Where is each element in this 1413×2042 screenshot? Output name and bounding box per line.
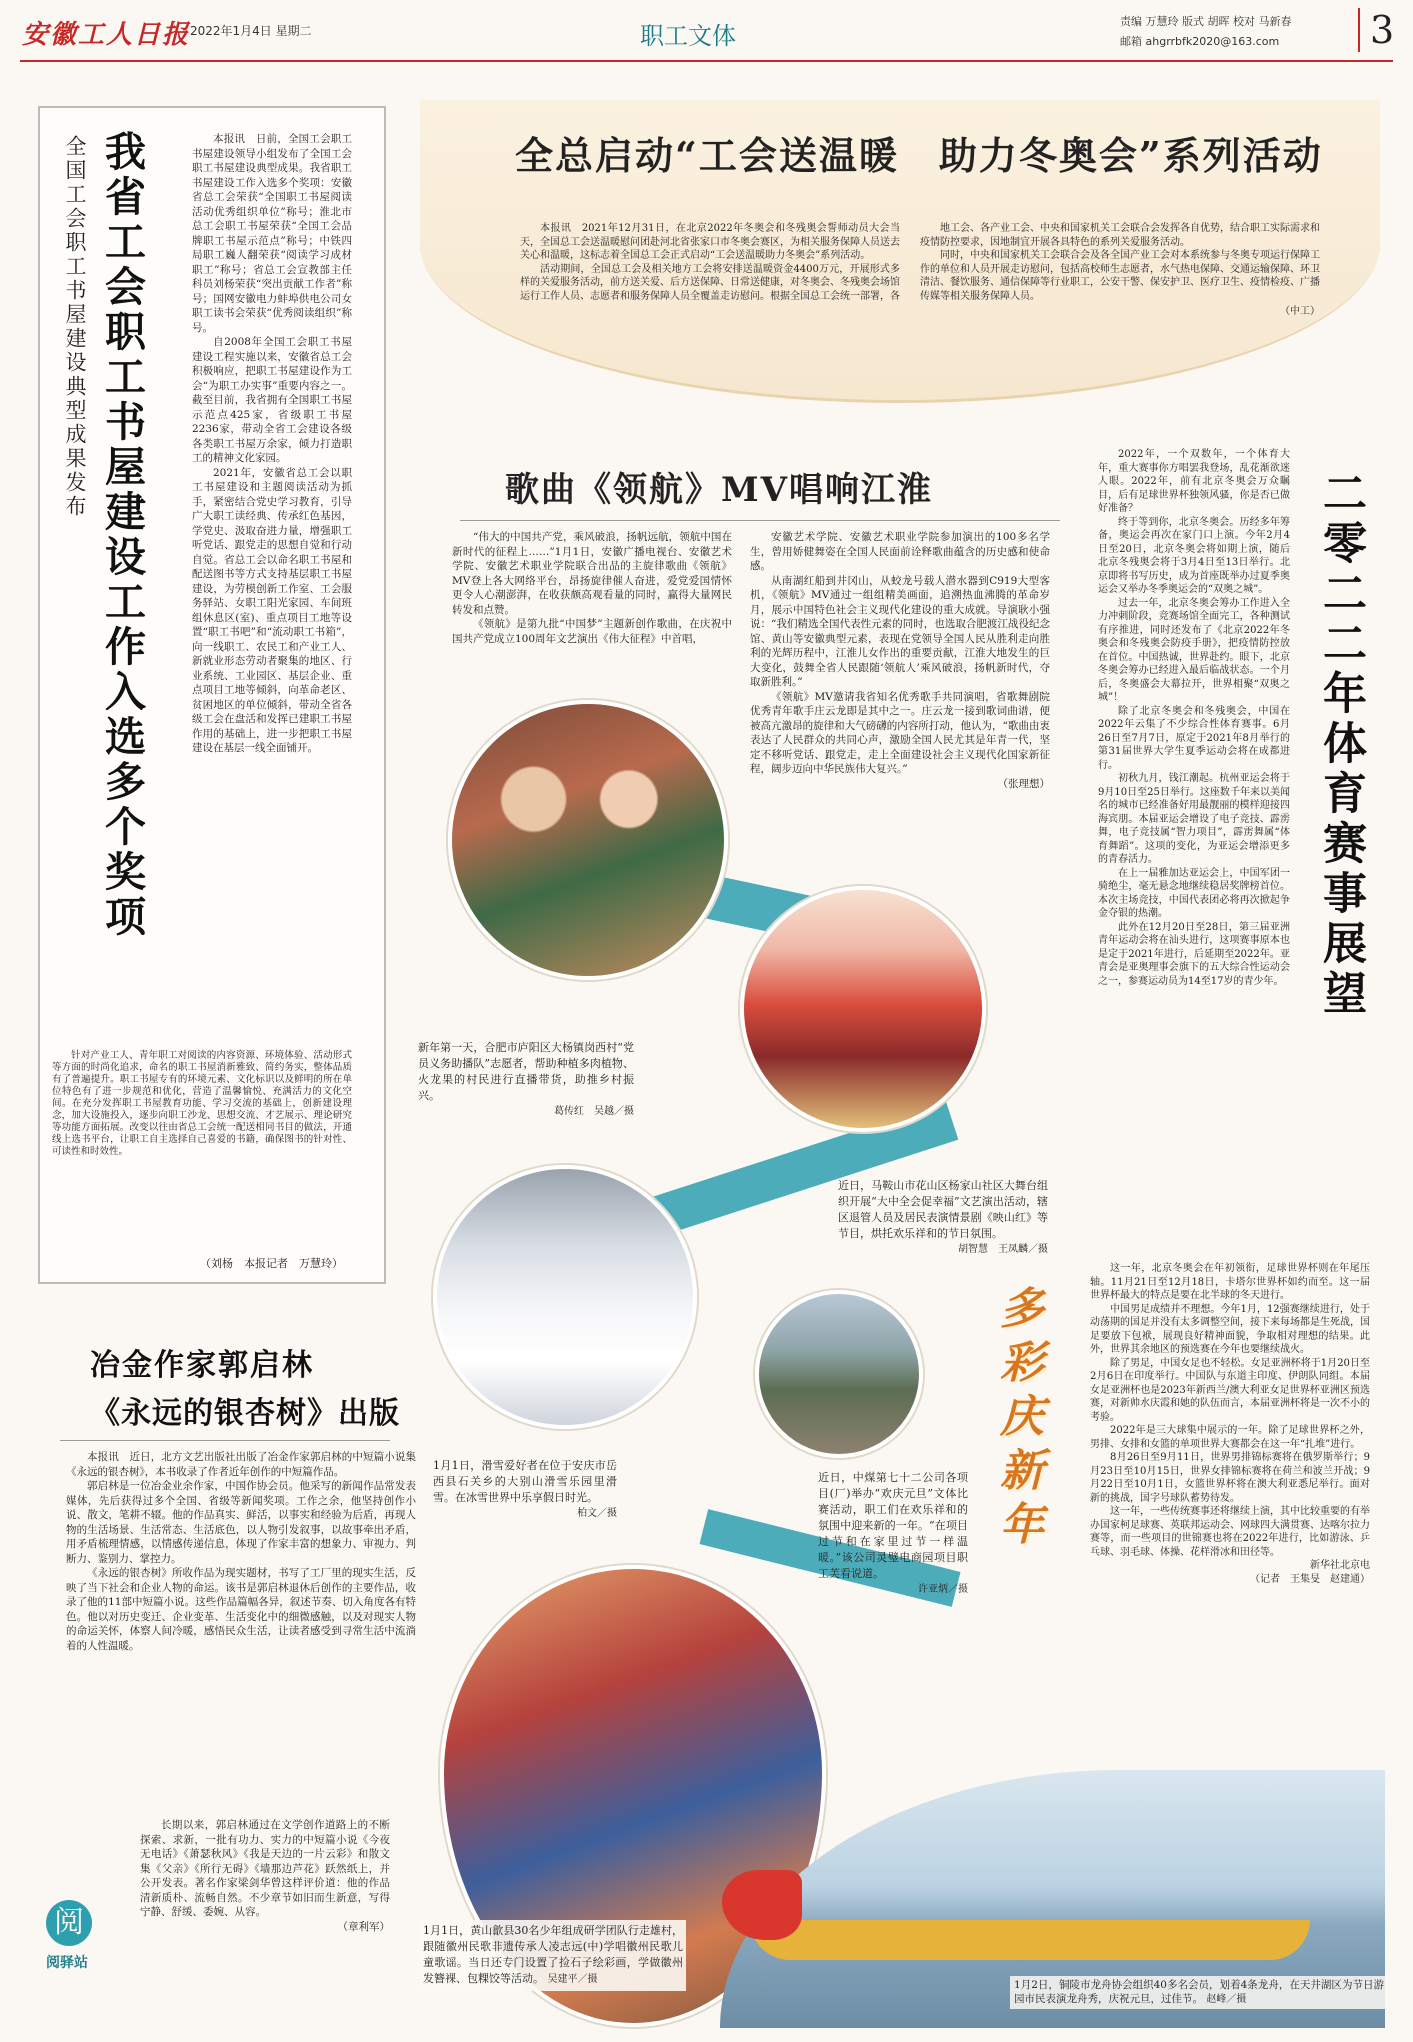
paragraph: 8月26日至9月11日，世界男排锦标赛将在俄罗斯举行；9月23日至10月15日，世界女排锦标赛将在荷兰和波兰开战；9月22日至10月1日，女篮世界杯将在澳大利亚悉尼举行。面对新的挑战，国字号球队蓄势待发。 [1090,1452,1370,1504]
email-line: 邮箱 ahgrrbfk2020@163.com [1120,35,1280,48]
dragon-boat-shape [750,1920,1310,1960]
credit: 吴建平／摄 [547,1974,598,1985]
caption-tug-of-war: 近日，中煤第七十二公司各项目(厂)举办“欢庆元旦”文体比赛活动，职工们在欢乐祥和的氛围中迎来新的一年。“在项目过节和在家里过节一样温暖。”该公司灵璧电商园项目职工芙看说道。 许亚炳／摄 [818,1470,968,1598]
paragraph: 在上一届雅加达亚运会上，中国军团一骑绝尘，毫无悬念地继续稳居奖牌榜首位。本次主场竞技，中国代表团必将再次掀起争金夺银的热潮。 [1098,867,1290,919]
article-book-body-cont [140,1818,390,1934]
credit: 葛传红 吴越／摄 [554,1106,634,1117]
masthead [0,0,1413,62]
byline: （中工） [1280,306,1320,317]
caption-stage-show: 近日，马鞍山市花山区杨家山社区大舞台组织开展“大中全会促幸福”文艺演出活动，辖区退管人员及居民表演情景剧《映山红》等节目，烘托欢乐祥和的节日氛围。 胡智慧 王凤麟／摄 [838,1178,1048,1258]
article-song-col2 [750,530,1050,791]
masthead-rule [20,60,1393,62]
article-song-headline: 歌曲《领航》MV唱响江淮 [505,470,934,510]
article-bookroom-subhead: 全国工会职工书屋建设典型成果发布 [63,135,87,519]
paragraph: 除了男足，中国女足也不轻松。女足亚洲杯将于1月20日至2月6日在印度举行。中国队与东道主印度、伊朗队同组。本届女足亚洲杯也是2023年新西兰/澳大利亚女足世界杯亚洲区预选赛，对新帅水庆霞和她的队伍而言，本届亚洲杯将是一次不小的考验。 [1090,1357,1370,1423]
paragraph: 地工会、各产业工会、中央和国家机关工会联合会发挥各自优势，结合职工实际需求和疫情防控要求，因地制宜开展各具特色的系列关爱服务活动。 [920,223,1320,248]
paragraph: 本报讯 2021年12月31日，在北京2022年冬奥会和冬残奥会誓师动员大会当天，全国总工会送温暖慰问团赴河北省张家口市冬奥会赛区，为相关服务保障人员送去关心和温暖，这标志着全国总工会正式启动“工会送温暖助力冬奥会”系列活动。 [520,223,900,261]
paragraph: 2021年，安徽省总工会以职工书屋建设和主题阅读活动为抓手，紧密结合党史学习教育，引导广大职工读经典、传承红色基因，学党史、汲取奋进力量，增强职工听党话、跟党走的思想自觉和行动自觉。省总工会以命名职工书屋和配送图书等方式支持基层职工书屋建设，为劳模创新工作室、工会服务驿站、女职工阳光家园、车间班组休息区(室)、重点项目工地等设置“职工书吧”和“流动职工书箱”，向一线职工、农民工和产业工人、新就业形态劳动者聚集的地区、行业系统、工业园区、基层企业、重点项目工地等倾斜，向革命老区、贫困地区的单位倾斜，带动全省各级工会在盘活和发挥已建职工书屋作用的基础上，进一步把职工书屋建设在基层一线全面铺开。 [192,466,352,754]
article-bookroom-body [192,132,352,756]
paragraph: 针对产业工人、青年职工对阅读的内容资源、环境体验、活动形式等方面的时尚化追求，命名的职工书屋消新雅致、简约务实，整体品质有了普遍提升。职工书屋专有的环境元素、文化标识以及鲜明的所在单位特色有了进一步规范和优化，营造了温馨愉悦、充满活力的文化空间。在充分发挥职工书屋教育功能、学习交流的基础上，创新建设理念，加大设施投入，逐步向职工沙龙、思想交流、才艺展示、理论研究等功能方面拓展。改变以往由省总工会统一配送相同书目的做法，开通线上选书平台，让职工自主选择自己喜爱的书籍，确保图书的针对性、可读性和时效性。 [52,1050,352,1157]
paragraph: 本报讯 日前，全国工会职工书屋建设领导小组发布了全国工会职工书屋建设典型成果。我省职工书屋建设工作入选多个奖项：安徽省总工会荣获“全国职工书屋阅读活动优秀组织单位”称号；淮北市总工会职工书屋荣获“全国工会品牌职工书屋示范点”称号；中铁四局职工巍人翻荣获“阅读学习成材职工”称号；省总工会宣教部主任科员刘杨荣获“突出贡献工作者”称号；国网安徽电力蚌埠供电公司女职工读书会荣获“优秀阅读组织”称号。 [192,133,352,334]
paragraph: 郭启林是一位冶金业余作家，中国作协会员。他采写的新闻作品常发表媒体，先后获得过多个全国、省级等新闻奖项。工作之余，他坚持创作小说、散文，笔耕不辍。他的作品真实、鲜活，以事实和经验为后盾，再现人物的生活场景、生活常态、生活底色，以人物引发叙事，以故事牵出矛盾，用矛盾梳理情感，以情感传递信息，体现了作家丰富的想象力、审视力、判断力、鉴别力、掌控力。 [66,1480,416,1565]
caption-folk-singing: 1月1日，黄山歙县30名少年组成研学团队行走雄村，跟随徽州民歌非遗传承人凌志远(中)学唱徽州民歌儿童歌谣。当日还专门设置了捡石子绘彩画，学做徽州发簪裸、包粿饺等活动。 吴建平／摄 [420,1920,686,1991]
paragraph: 《领航》MV邀请我省知名优秀歌手共同演唱，省歌舞剧院优秀青年歌手庄云龙即是其中之一。庄云龙一接到歌词曲谱，便被高亢激昂的旋律和大气磅礴的内容所打动，他认为，“歌曲由衷表达了人民群众的共同心声，激励全国人民尤其是年青一代，坚定不移听党话、跟党走，走上全面建设社会主义现代化国家新征程，阔步迈向中华民族伟大复兴。” [750,690,1050,775]
paragraph: 此外在12月20日至28日，第三届亚洲青年运动会将在汕头进行，这项赛事原本也是定于2021年进行，后延期至2022年。亚青会是亚奥理事会旗下的五大综合性运动会之一，参赛运动员为14至17岁的青少年。 [1098,921,1290,987]
byline: 新华社北京电 [1310,1560,1370,1571]
photo-skiing [433,1165,697,1429]
paragraph: 自2008年全国工会职工书屋建设工程实施以来，安徽省总工会积极响应，把职工书屋建设作为工会“为职工办实事”重要内容之一。截至目前，我省拥有全国职工书屋示范点425家，省级职工书屋2236家，带动全省工会建设各级各类职工书屋万余家，倾力打造职工的精神文化家园。 [192,336,352,464]
paragraph: 这一年，一些传统赛事还将继续上演，其中比较重要的有举办国家柯足球赛、英联邦运动会、网球四大满贯赛、达喀尔拉力赛等，而一些项目的世锦赛也将在2022年进行，比如游泳、乒乓球、羽毛球、体操、花样滑冰和田径等。 [1090,1506,1370,1558]
article-book-headline-2: 《永远的银杏树》出版 [90,1396,400,1431]
paragraph: 《永远的银杏树》所收作品为现实题材，书写了工厂里的现实生活，反映了当下社会和企业人物的命运。该书是郭启林退休后创作的主要作品，收录了他的11部中短篇小说。这些作品篇幅各异，叙述节奏、切入角度各有特色。他以对历史变迁、企业变革、生活变化中的细微感触，以及对现实人物的命运关怀，体察人间冷暖，感悟民众生活，让读者感受到寻常生活中流淌着的人性温暖。 [66,1567,416,1652]
paragraph: 初秋九月，钱江潮起。杭州亚运会将于9月10日至25日举行。这座数千年来以美闻名的城市已经准备好用最靓丽的模样迎接四海宾朋。本届亚运会增设了电子竞技、霹雳舞，电子竞技属“智力项目”，霹雳舞属“体育舞蹈”。这项的变化，为亚运会增添更多的青春活力。 [1098,773,1290,865]
paragraph: 同时，中央和国家机关工会联合会及各全国产业工会对本系统参与冬奥专项运行保障工作的单位和人员开展走访慰问，包括高校师生志愿者，水气热电保障、交通运输保障、环卫清洁、餐饮服务、通信保障等行业职工，公安干警、保安护卫、医疗卫生、疫情检疫、广播传媒等相关服务保障人员。 [920,250,1320,302]
date-line: 2022年1月4日 星期二 [190,24,312,38]
editor-line: 责编 万慧玲 版式 胡晖 校对 马新春 [1120,15,1292,28]
article-winter-headline: 全总启动“工会送温暖 助力冬奥会”系列活动 [515,133,1323,178]
section-title: 职工文体 [640,22,736,50]
article-sports-body-cont [1090,1262,1370,1586]
paragraph: 除了北京冬奥会和冬残奥会，中国在2022年云集了不少综合性体育赛事。6月26日至7月7日，原定于2021年8月举行的第31届世界大学生夏季运动会将在成都进行。 [1098,705,1290,771]
credit: 赵峰／摄 [1206,1994,1247,2005]
paragraph: 安徽艺术学院、安徽艺术职业学院参加演出的100多名学生，曾用娇健舞姿在全国人民面前诠释歌曲蕴含的历史感和使命感。 [750,531,1050,572]
byline: （章利军） [337,1920,390,1933]
page-number: 3 [1358,8,1394,52]
article-book-body [66,1450,416,1653]
reading-station-logo [46,1900,136,1980]
byline: （张理想） [997,777,1050,790]
paragraph: 本报讯 近日，北方文艺出版社出版了冶金作家郭启林的中短篇小说集《永远的银杏树》，本书收录了作者近年创作的中短篇作品。 [66,1451,416,1478]
byline: （记者 王集旻 赵建通） [1250,1573,1370,1585]
photo-tug-of-war [755,1290,923,1458]
credit: 许亚炳／摄 [918,1584,968,1595]
paper-name: 安徽工人日报 [22,20,191,50]
paragraph: 《领航》是第九批“中国梦”主题新创作歌曲，在庆祝中国共产党成立100周年文艺演出《伟大征程》中首唱， [452,618,732,645]
caption-dragon-boat: 1月2日，铜陵市龙舟协会组织40多名会员，划着4条龙舟，在天井湖区为节日游园市民表演龙舟秀，庆祝元旦，过佳节。 赵峰／摄 [1010,1976,1388,2009]
paragraph: 这一年，北京冬奥会在年初领衔，足球世界杯则在年尾压轴。11月21日至12月18日，卡塔尔世界杯如约而至。这一届世界杯最大的特点是要在北半球的冬天进行。 [1090,1263,1370,1301]
credit: 胡智慧 王凤麟／摄 [958,1244,1048,1255]
reading-station-label: 阅驿站 [46,1955,88,1971]
article-book-headline-1: 冶金作家郭启林 [90,1348,314,1383]
credit: 柏文／摄 [577,1508,617,1519]
paragraph: 从南湖红船到井冈山，从蛟龙号载人潜水器到C919大型客机，《领航》MV通过一组组精美画面，追溯热血沸腾的革命岁月，展示中国特色社会主义现代化建设的重大成就。导演耿小强说：“我们精选全国代表性元素的同时，也选取合肥渡江战役纪念馆、黄山等安徽典型元素，表现在党领导全国人民从胜利走向胜利的光辉历程中，江淮儿女作出的重要贡献，江淮大地发生的巨大变化，鼓舞全省人民跟随‘领航人’乘风破浪，扬帆新时代，夺取新胜利。” [750,574,1050,688]
headline-rule [60,1440,390,1441]
paragraph: “伟大的中国共产党，乘风破浪，扬帆远航，领航中国在新时代的征程上……”1月1日，安徽广播电视台、安徽艺术学院、安徽艺术职业学院联合出品的主旋律歌曲《领航》MV登上各大网络平台，昂扬旋律催人奋进，爱党爱国情怀更令人心潮澎湃，在收获颇高观看量的同时，赢得大量网民转发和点赞。 [452,531,732,616]
paragraph: 2022年，一个双数年，一个体育大年，重大赛事你方唱罢我登场，乱花渐欲迷人眼。2022年，前有北京冬奥会万众瞩目，后有足球世界杯独领风骚，你是否已做好准备？ [1098,449,1290,514]
article-bookroom-body-cont [52,1050,352,1158]
paragraph: 中国男足成绩并不理想。今年1月，12强赛继续进行，处于动荡期的国足并没有太多调整空间，接下来每场都是生死战，国足要放下包袱，展现良好精神面貌，争取相对理想的结果。此外，世界其余地区的预选赛在今年也要继续战火。 [1090,1303,1370,1355]
caption-livestream: 新年第一天，合肥市庐阳区大杨镇岗西村“党员义务助播队”志愿者，帮助种植多肉植物、火龙果的村民进行直播带货，助推乡村振兴。 葛传红 吴越／摄 [418,1040,634,1120]
article-bookroom-headline: 我省工会职工书屋建设工作入选多个奖项 [98,130,146,940]
article-winter-col1 [520,222,900,303]
article-sports-body [1098,448,1290,988]
feature-title: 多彩庆新年 [992,1285,1043,1555]
paragraph: 活动期间，全国总工会及相关地方工会将安排送温暖资金4400万元，开展形式多样的关爱服务活动，前方送关爱、后方送保障、日常送健康，对冬奥会、冬残奥会场馆运行工作人员、志愿者和服务保障人员全覆盖走访慰问。根据全国总工会统一部署，各 [520,263,900,302]
paragraph: 长期以来，郭启林通过在文学创作道路上的不断探索、求新，一批有功力、实力的中短篇小说《今夜无电话》《萧瑟秋风》《我是天边的一片云彩》和散文集《父亲》《所行无碍》《墙那边芦花》跃然纸上，并公开发表。著名作家梁剑华曾这样评价道：他的作品清新质朴、流畅自然。不少章节如旧而生新意，写得宁静、舒缓、委婉、从容。 [140,1819,390,1918]
paragraph: 终于等到你，北京冬奥会。历经多年筹备，奥运会再次在家门口上演。今年2月4日至20日，北京冬奥会将如期上演，随后北京冬残奥会将于3月4日至13日举行。北京即将书写历史，成为首座既举办过夏季奥运会又举办冬季奥运会的“双奥之城”。 [1098,516,1290,595]
headline-rule [460,520,1060,521]
photo-livestream [448,700,728,980]
photo-stage-show [740,886,986,1132]
paragraph: 2022年是三大球集中展示的一年。除了足球世界杯之外，男排、女排和女篮的单项世界大赛都会在这一年“扎堆”进行。 [1090,1425,1370,1450]
reading-station-icon: 阅 [46,1900,92,1946]
caption-skiing: 1月1日，滑雪爱好者在位于安庆市岳西县石关乡的大别山滑雪乐园里滑雪。在冰雪世界中乐享假日时光。 柏文／摄 [433,1458,617,1522]
article-song-col1 [452,530,732,646]
paragraph: 过去一年，北京冬奥会筹办工作进入全力冲刺阶段，竞赛场馆全面完工，各种测试有序推进，同时还发布了《北京2022年冬奥会和冬残奥会防疫手册》，把疫情防控放在首位。中国热诚，世界赴约。眼下，北京冬奥会筹办已经进入最后临战状态。一个月后，冬奥盛会大幕拉开，世界相聚“双奥之城”！ [1098,597,1290,703]
article-sports-headline: 二零二二年体育赛事展望 [1315,470,1366,1020]
article-bookroom-byline: （刘杨 本报记者 万慧玲） [200,1257,343,1270]
article-winter-col2 [920,222,1320,319]
